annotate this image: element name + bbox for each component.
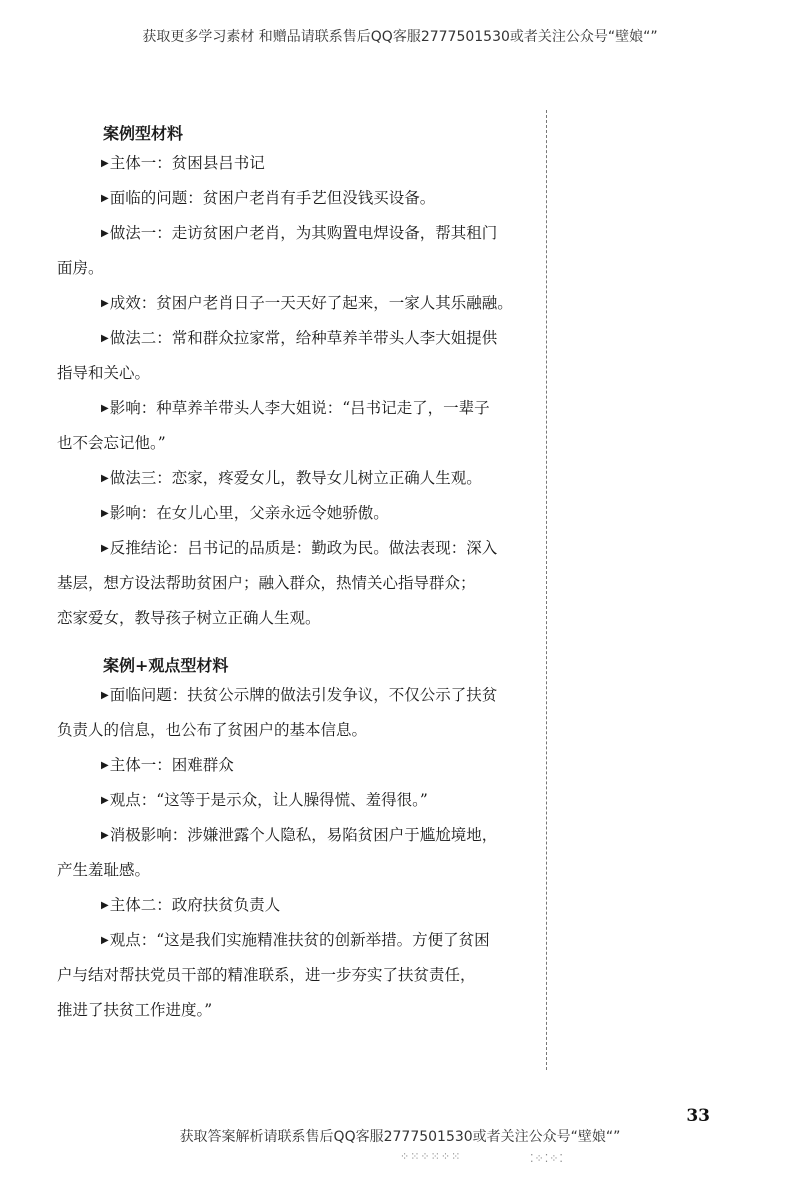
list-item-text: 观点：“这是我们实施精准扶贫的创新举措。方便了贫困 bbox=[109, 931, 490, 949]
section-spacer bbox=[57, 636, 533, 654]
triangle-bullet-icon: ▶ bbox=[101, 158, 109, 169]
list-item-line bbox=[57, 426, 533, 461]
list-item bbox=[57, 216, 533, 286]
list-item bbox=[57, 888, 533, 923]
list-item-line bbox=[57, 748, 533, 783]
section-title: 案例+观点型材料 bbox=[103, 656, 229, 675]
triangle-bullet-icon: ▶ bbox=[101, 333, 109, 344]
triangle-bullet-icon: ▶ bbox=[101, 403, 109, 414]
list-item-line bbox=[57, 531, 533, 566]
list-item bbox=[57, 391, 533, 461]
list-item-text: 面临的问题：贫困户老肖有手艺但没钱买设备。 bbox=[109, 189, 436, 207]
list-item-line bbox=[57, 566, 533, 601]
list-item bbox=[57, 923, 533, 1028]
list-item-text: 做法一：走访贫困户老肖，为其购置电焊设备，帮其租门 bbox=[109, 224, 498, 242]
list-item bbox=[57, 531, 533, 636]
list-item-line bbox=[57, 713, 533, 748]
list-item bbox=[57, 461, 533, 496]
list-item bbox=[57, 286, 533, 321]
triangle-bullet-icon: ▶ bbox=[101, 543, 109, 554]
triangle-bullet-icon: ▶ bbox=[101, 900, 109, 911]
section-title: 案例型材料 bbox=[103, 124, 184, 143]
list-item-line bbox=[57, 356, 533, 391]
triangle-bullet-icon: ▶ bbox=[101, 830, 109, 841]
triangle-bullet-icon: ▶ bbox=[101, 298, 109, 309]
list-item-line bbox=[57, 496, 533, 531]
binding-dashed-line bbox=[546, 110, 547, 1070]
list-item-text: 成效：贫困户老肖日子一天天好了起来，一家人其乐融融。 bbox=[109, 294, 513, 312]
list-item-text: 反推结论：吕书记的品质是：勤政为民。做法表现：深入 bbox=[109, 539, 498, 557]
list-item-text: 面房。 bbox=[57, 259, 104, 277]
list-item-text: 恋家爱女，教导孩子树立正确人生观。 bbox=[57, 609, 321, 627]
list-item-line bbox=[57, 993, 533, 1028]
list-item-text: 做法三：恋家，疼爱女儿，教导女儿树立正确人生观。 bbox=[109, 469, 482, 487]
list-item bbox=[57, 783, 533, 818]
triangle-bullet-icon: ▶ bbox=[101, 760, 109, 771]
page-content bbox=[57, 122, 533, 1028]
scan-noise: ⁘⁙⁘⁙⁘⁙ bbox=[400, 1150, 462, 1163]
list-item-line bbox=[57, 181, 533, 216]
list-item-text: 主体二：政府扶贫负责人 bbox=[109, 896, 281, 914]
list-item bbox=[57, 181, 533, 216]
list-item-line bbox=[57, 286, 533, 321]
list-item-text: 主体一：困难群众 bbox=[109, 756, 234, 774]
page-footer: 获取答案解析请联系售后QQ客服2777501530或者关注公众号“壁娘“” bbox=[179, 1129, 621, 1145]
list-item-text: 户与结对帮扶党员干部的精准联系，进一步夯实了扶贫责任， bbox=[57, 966, 476, 984]
list-item-line bbox=[57, 958, 533, 993]
list-item-text: 产生羞耻感。 bbox=[57, 861, 151, 879]
list-item bbox=[57, 678, 533, 748]
list-item-text: 指导和关心。 bbox=[57, 364, 151, 382]
list-item-line bbox=[57, 923, 533, 958]
list-item-text: 基层，想方设法帮助贫困户；融入群众，热情关心指导群众； bbox=[57, 574, 476, 592]
list-item-text: 做法二：常和群众拉家常，给种草养羊带头人李大姐提供 bbox=[109, 329, 498, 347]
list-item-line bbox=[57, 783, 533, 818]
list-item-line bbox=[57, 853, 533, 888]
list-item-text: 影响：种草养羊带头人李大姐说：“吕书记走了，一辈子 bbox=[109, 399, 490, 417]
list-item bbox=[57, 146, 533, 181]
list-item-line bbox=[57, 391, 533, 426]
list-item-text: 也不会忘记他。” bbox=[57, 434, 166, 452]
list-item-line bbox=[57, 321, 533, 356]
list-item-text: 消极影响：涉嫌泄露个人隐私，易陷贫困户于尴尬境地， bbox=[109, 826, 498, 844]
list-item-line bbox=[57, 251, 533, 286]
triangle-bullet-icon: ▶ bbox=[101, 508, 109, 519]
page-header: 获取更多学习素材 和赠品请联系售后QQ客服2777501530或者关注公众号“壁娘“” bbox=[142, 29, 658, 45]
scan-noise: ⁚⁘⁚⁘⁚ bbox=[530, 1152, 564, 1165]
list-item-text: 负责人的信息，也公布了贫困户的基本信息。 bbox=[57, 721, 368, 739]
list-item bbox=[57, 496, 533, 531]
list-item-line bbox=[57, 146, 533, 181]
list-item-line bbox=[57, 601, 533, 636]
list-item-text: 推进了扶贫工作进度。” bbox=[57, 1001, 213, 1019]
list-item-line bbox=[57, 818, 533, 853]
list-item-line bbox=[57, 216, 533, 251]
triangle-bullet-icon: ▶ bbox=[101, 690, 109, 701]
list-item-text: 影响：在女儿心里，父亲永远令她骄傲。 bbox=[109, 504, 389, 522]
triangle-bullet-icon: ▶ bbox=[101, 795, 109, 806]
list-item-line bbox=[57, 888, 533, 923]
list-item bbox=[57, 321, 533, 391]
triangle-bullet-icon: ▶ bbox=[101, 473, 109, 484]
triangle-bullet-icon: ▶ bbox=[101, 228, 109, 239]
page-number: 33 bbox=[686, 1106, 710, 1126]
triangle-bullet-icon: ▶ bbox=[101, 193, 109, 204]
list-item bbox=[57, 748, 533, 783]
list-item-text: 面临问题：扶贫公示牌的做法引发争议，不仅公示了扶贫 bbox=[109, 686, 498, 704]
list-item-text: 主体一：贫困县吕书记 bbox=[109, 154, 265, 172]
triangle-bullet-icon: ▶ bbox=[101, 935, 109, 946]
list-item bbox=[57, 818, 533, 888]
list-item-line bbox=[57, 461, 533, 496]
list-item-text: 观点：“这等于是示众，让人臊得慌、羞得很。” bbox=[109, 791, 428, 809]
list-item-line bbox=[57, 678, 533, 713]
